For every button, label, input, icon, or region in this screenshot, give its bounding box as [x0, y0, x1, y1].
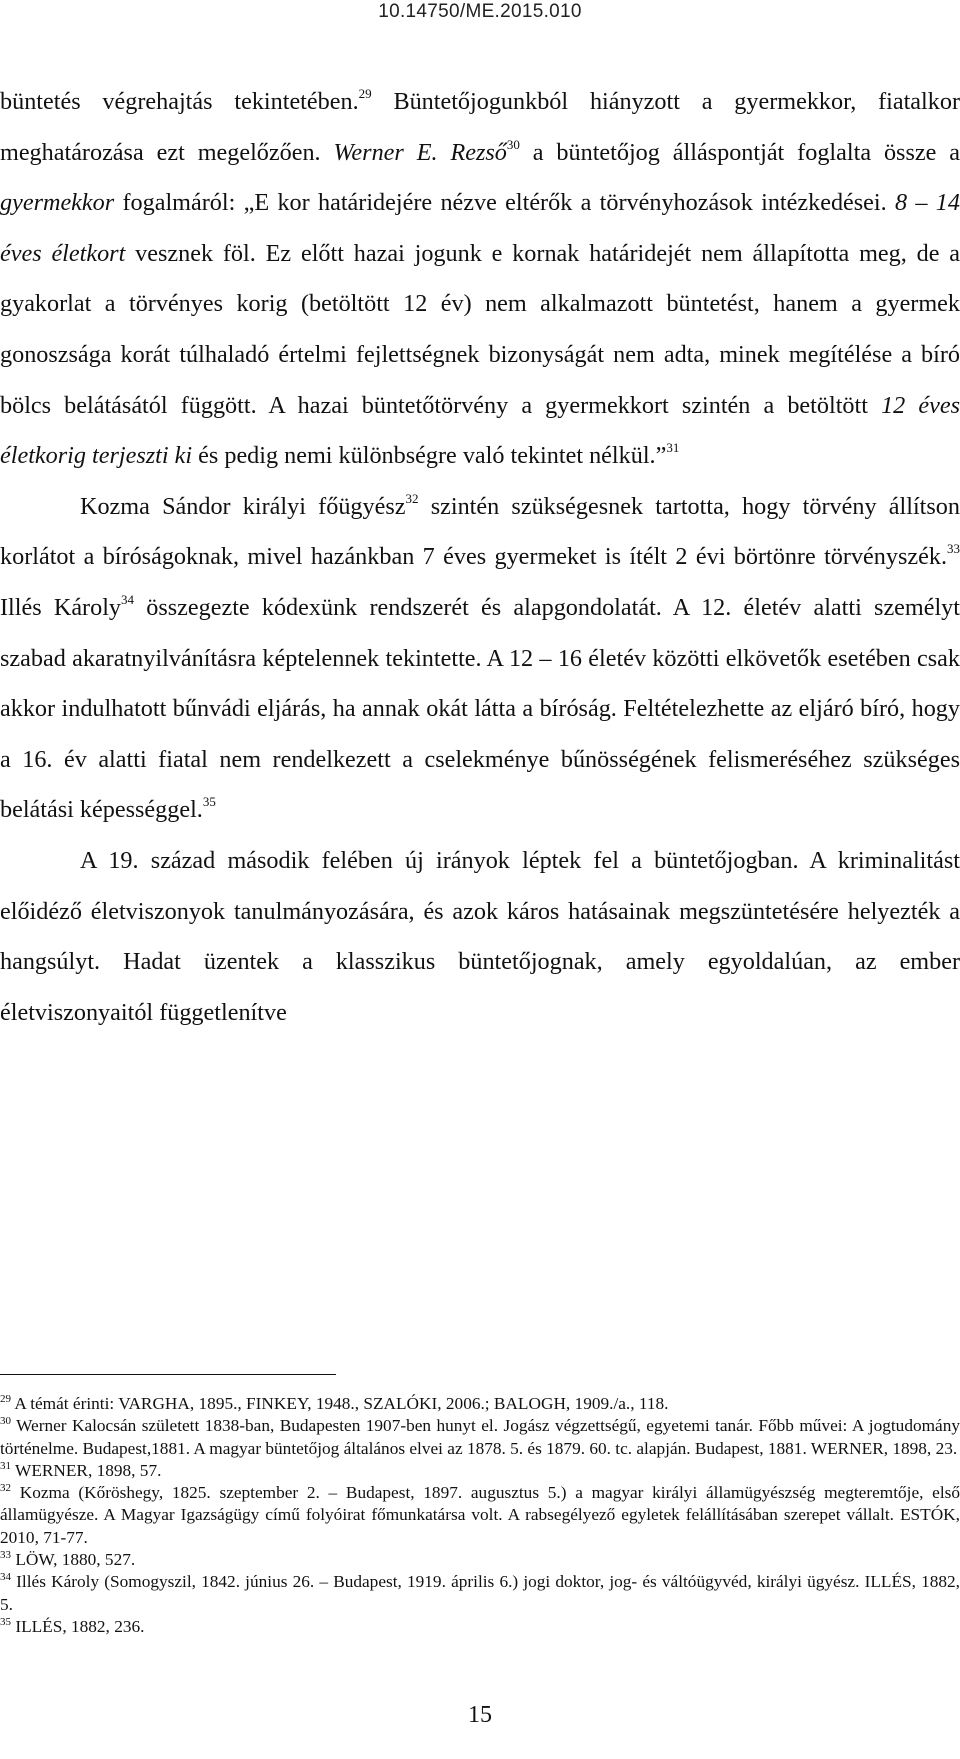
footnote-number: 31 — [0, 1459, 11, 1472]
italic-run: gyermekkor — [0, 189, 115, 217]
main-text — [0, 77, 960, 1038]
footnote-text: LÖW, 1880, 527. — [11, 1550, 136, 1570]
footnote-number: 32 — [0, 1482, 11, 1495]
text-run: vesznek föl. Ez előtt hazai jogunk e kornak határidejét nem állapította meg, de a gyakorlat a törvényes korig (betöltött 12 év) nem alkalmazott büntetést, hanem a gyermek gonoszsága korát túlhaladó értelmi fejlettségnek bizonyságát nem adta, minek megítélése a bíró bölcs belátásától függött. A hazai büntetőtörvény a gyermekkort szintén a betöltött — [0, 239, 960, 419]
footnote-33 — [0, 1549, 960, 1571]
italic-run: Werner E. Rezső — [333, 138, 507, 166]
text-run: Illés Károly — [0, 593, 122, 621]
text-run: szintén szükségesnek tartotta, hogy törvény állítson korlátot a bíróságoknak, mivel hazánkban 7 éves gyermeket is ítélt 2 évi börtönre törvényszék. — [0, 492, 960, 571]
footnote-text: Werner Kalocsán született 1838-ban, Budapesten 1907-ben hunyt el. Jogász végzettségű, egyetemi tanár. Főbb művei: A jogtudomány történelme. Budapest,1881. A magyar büntetőjog általános elvei az 1878. 5. és 1879. 60. tc. alapján. Budapest, 1881. WERNER, 1898, 23. — [0, 1416, 960, 1458]
footnote-ref-35[interactable]: 35 — [202, 794, 216, 810]
footnote-ref-30[interactable]: 30 — [506, 136, 520, 152]
footnote-ref-34[interactable]: 34 — [121, 591, 135, 607]
text-run: a büntetőjog álláspontját foglalta össze a — [519, 138, 960, 166]
footnote-text: Kozma (Kőröshegy, 1825. szeptember 2. – Budapest, 1897. augusztus 5.) a magyar királyi államügyészség megteremtője, első államügyésze. A Magyar Igazságügy című folyóirat főmunkatársa volt. A rabsegélyező egyletek felállításában szerepet vállalt. ESTÓK, 2010, 71-77. — [0, 1483, 960, 1547]
footnote-35 — [0, 1616, 960, 1638]
paragraph-2 — [0, 482, 960, 836]
footnote-29 — [0, 1393, 960, 1415]
footnote-number: 34 — [0, 1571, 11, 1584]
paragraph-3: A 19. század második felében új irányok léptek fel a büntetőjogban. A kriminalitást előidéző életviszonyok tanulmányozására, és azok káros hatásainak megszüntetésére helyezték a hangsúlyt. Hadat üzentek a klasszikus büntetőjognak, amely egyoldalúan, az ember életviszonyaitól függetlenítve — [0, 846, 960, 1026]
footnote-number: 35 — [0, 1615, 11, 1628]
footnote-text: ILLÉS, 1882, 236. — [11, 1616, 145, 1636]
footnote-divider — [0, 1374, 336, 1375]
paragraph-1 — [0, 77, 960, 482]
footnote-ref-32[interactable]: 32 — [405, 490, 419, 506]
footnote-number: 30 — [0, 1415, 11, 1428]
footnote-30 — [0, 1415, 960, 1460]
footnote-31 — [0, 1460, 960, 1482]
italic-run: 12 éves életkorig terjeszti ki — [0, 391, 960, 470]
footnote-text: Illés Károly (Somogyszil, 1842. június 26. – Budapest, 1919. április 6.) jogi doktor, jog- és váltóügyvéd, királyi ügyész. ILLÉS, 1882, 5. — [0, 1572, 960, 1614]
footnote-ref-31[interactable]: 31 — [666, 440, 680, 456]
footnotes — [0, 1393, 960, 1638]
footnote-ref-29[interactable]: 29 — [358, 86, 372, 101]
text-run: büntetés végrehajtás tekintetében. — [0, 88, 359, 115]
footnote-number: 33 — [0, 1549, 11, 1562]
footnote-text: A témát érinti: VARGHA, 1895., FINKEY, 1948., SZALÓKI, 2006.; BALOGH, 1909./a., 118. — [11, 1394, 669, 1413]
text-run: fogalmáról: „E kor határidejére nézve eltérők a törvényhozások intézkedései. — [114, 189, 895, 217]
text-run: összegezte kódexünk rendszerét és alapgondolatát. A 12. életév alatti személyt szabad akaratnyilvánításra képtelennek tekintette. A 12 – 16 életév közötti elkövetők esetében csak akkor indulhatott bűnvádi eljárás, ha annak okát látta a bíróság. Feltételezhette az eljáró bíró, hogy a 16. év alatti fiatal nem rendelkezett a cselekménye bűnösségének felismeréséhez szükséges belátási képességgel. — [0, 593, 960, 824]
doi-header: 10.14750/ME.2015.010 — [378, 1, 582, 22]
italic-run: 8 – 14 éves életkort — [0, 189, 960, 267]
footnote-32 — [0, 1482, 960, 1549]
text-run: és pedig nemi különbségre való tekintet nélkül.” — [192, 442, 667, 470]
footnote-number: 29 — [0, 1393, 11, 1405]
footnote-ref-33[interactable]: 33 — [947, 541, 960, 557]
text-run: Kozma Sándor királyi főügyész — [80, 492, 406, 520]
footnote-text: WERNER, 1898, 57. — [11, 1460, 162, 1480]
text-run: Büntetőjogunkból hiányzott a gyermekkor, fiatalkor meghatározása ezt megelőzően. — [0, 88, 960, 166]
page-number: 15 — [468, 1702, 492, 1728]
footnote-34 — [0, 1571, 960, 1616]
